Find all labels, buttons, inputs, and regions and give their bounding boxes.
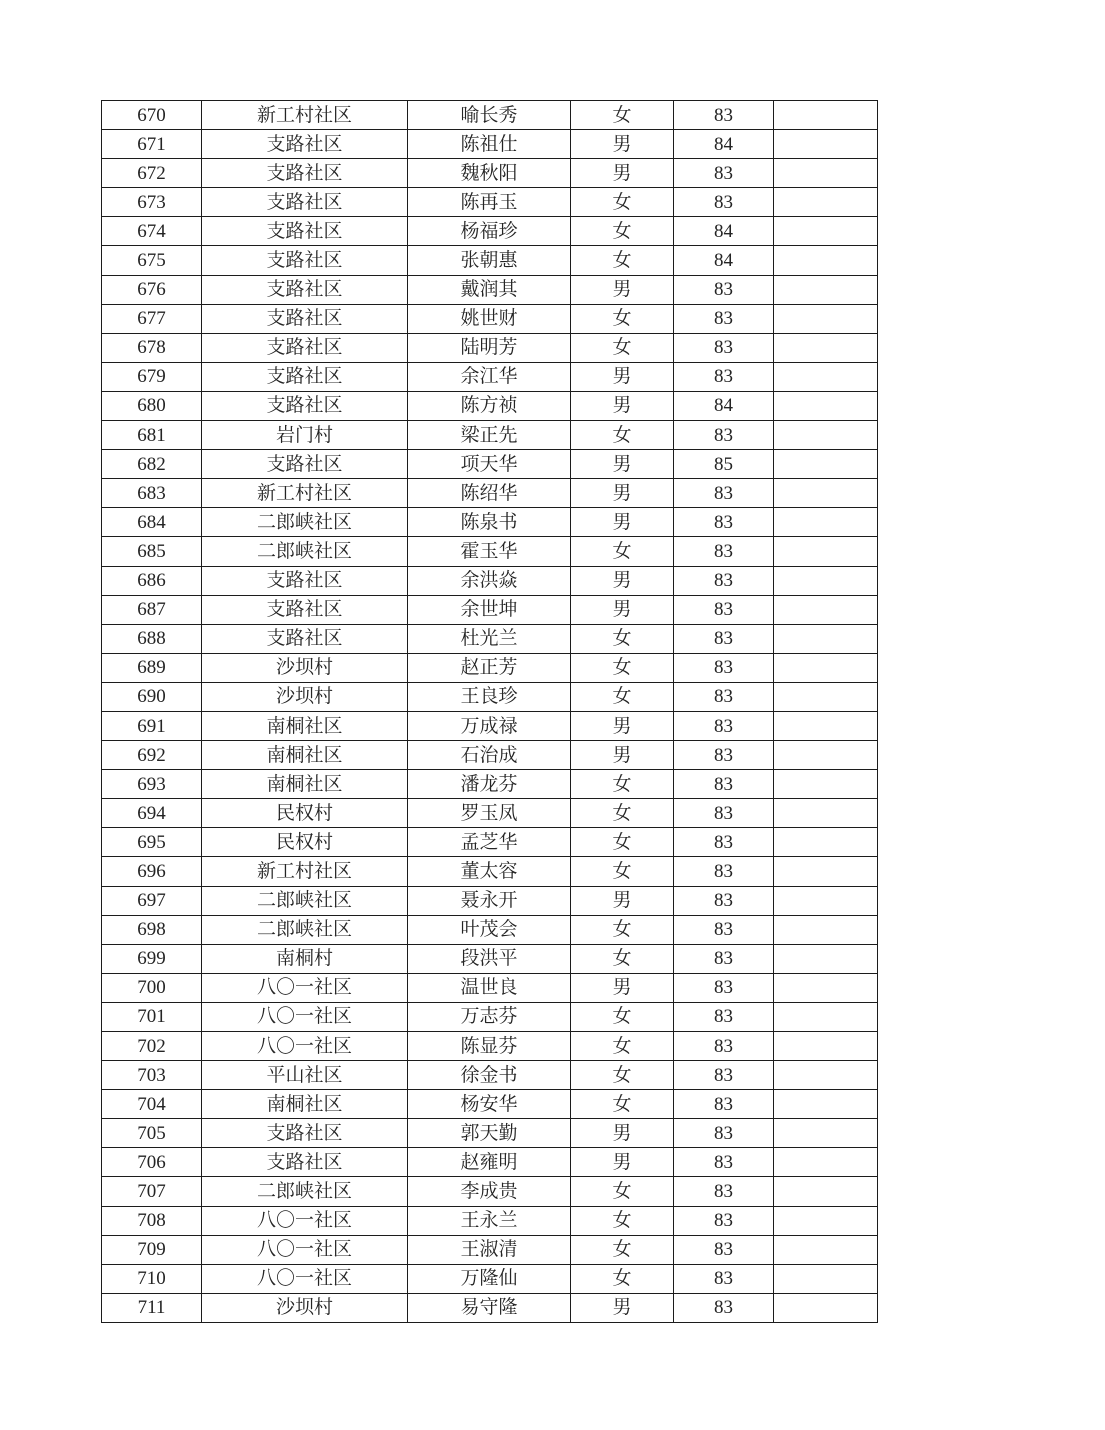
table-row [102,711,878,740]
cell-serial: 705 [102,1119,202,1148]
cell-age: 83 [674,1206,774,1235]
cell-gender: 男 [571,275,674,304]
cell-community: 新工村社区 [202,857,408,886]
cell-name: 余世坤 [408,595,571,624]
cell-community: 新工村社区 [202,101,408,130]
cell-serial: 678 [102,333,202,362]
cell-name: 万成禄 [408,711,571,740]
cell-serial: 699 [102,944,202,973]
table-row [102,944,878,973]
table-row [102,188,878,217]
cell-name: 项天华 [408,450,571,479]
cell-serial: 706 [102,1148,202,1177]
cell-name: 王淑清 [408,1235,571,1264]
cell-gender: 女 [571,1177,674,1206]
table-row [102,421,878,450]
cell-serial: 682 [102,450,202,479]
cell-community: 南桐社区 [202,1090,408,1119]
cell-serial: 703 [102,1061,202,1090]
cell-community: 支路社区 [202,566,408,595]
cell-serial: 684 [102,508,202,537]
cell-name: 杜光兰 [408,624,571,653]
cell-community: 支路社区 [202,275,408,304]
cell-serial: 708 [102,1206,202,1235]
cell-name: 陆明芳 [408,333,571,362]
cell-blank [774,188,878,217]
table-row [102,1293,878,1322]
cell-community: 支路社区 [202,246,408,275]
cell-blank [774,915,878,944]
cell-gender: 女 [571,304,674,333]
cell-blank [774,1206,878,1235]
cell-serial: 676 [102,275,202,304]
cell-name: 姚世财 [408,304,571,333]
cell-blank [774,217,878,246]
cell-serial: 709 [102,1235,202,1264]
cell-serial: 698 [102,915,202,944]
cell-age: 83 [674,421,774,450]
cell-name: 张朝惠 [408,246,571,275]
cell-name: 陈祖仕 [408,130,571,159]
cell-age: 83 [674,595,774,624]
cell-name: 王永兰 [408,1206,571,1235]
table-row [102,886,878,915]
cell-gender: 男 [571,391,674,420]
cell-community: 二郎峡社区 [202,508,408,537]
cell-community: 民权村 [202,799,408,828]
cell-age: 83 [674,682,774,711]
cell-serial: 670 [102,101,202,130]
cell-blank [774,944,878,973]
cell-age: 83 [674,799,774,828]
cell-community: 民权村 [202,828,408,857]
cell-blank [774,1032,878,1061]
table-row [102,1119,878,1148]
cell-blank [774,886,878,915]
table-row [102,1264,878,1293]
cell-community: 支路社区 [202,362,408,391]
cell-blank [774,566,878,595]
cell-age: 83 [674,101,774,130]
cell-community: 八〇一社区 [202,1206,408,1235]
cell-blank [774,362,878,391]
cell-age: 83 [674,1061,774,1090]
cell-gender: 男 [571,1293,674,1322]
cell-serial: 701 [102,1002,202,1031]
cell-gender: 女 [571,421,674,450]
cell-name: 李成贵 [408,1177,571,1206]
cell-name: 陈泉书 [408,508,571,537]
cell-age: 83 [674,1032,774,1061]
cell-community: 沙坝村 [202,682,408,711]
cell-gender: 女 [571,1235,674,1264]
cell-serial: 704 [102,1090,202,1119]
cell-gender: 女 [571,1002,674,1031]
cell-blank [774,275,878,304]
cell-name: 霍玉华 [408,537,571,566]
table-row [102,1061,878,1090]
cell-gender: 女 [571,101,674,130]
cell-blank [774,857,878,886]
cell-name: 聂永开 [408,886,571,915]
cell-serial: 679 [102,362,202,391]
table-row [102,1148,878,1177]
cell-community: 支路社区 [202,333,408,362]
cell-name: 赵正芳 [408,653,571,682]
cell-age: 84 [674,391,774,420]
cell-name: 喻长秀 [408,101,571,130]
cell-gender: 女 [571,944,674,973]
cell-community: 岩门村 [202,421,408,450]
table-row [102,450,878,479]
cell-age: 83 [674,159,774,188]
cell-age: 83 [674,886,774,915]
cell-blank [774,1264,878,1293]
table-row [102,479,878,508]
cell-serial: 674 [102,217,202,246]
cell-gender: 男 [571,595,674,624]
cell-blank [774,508,878,537]
cell-blank [774,391,878,420]
cell-serial: 694 [102,799,202,828]
cell-gender: 女 [571,537,674,566]
cell-community: 南桐村 [202,944,408,973]
cell-age: 83 [674,857,774,886]
cell-name: 余洪焱 [408,566,571,595]
cell-gender: 女 [571,1032,674,1061]
cell-blank [774,450,878,479]
cell-blank [774,799,878,828]
cell-serial: 692 [102,741,202,770]
cell-gender: 男 [571,362,674,391]
cell-age: 83 [674,1090,774,1119]
cell-community: 支路社区 [202,391,408,420]
cell-age: 83 [674,362,774,391]
table-row [102,537,878,566]
cell-age: 83 [674,828,774,857]
cell-blank [774,537,878,566]
table-row [102,566,878,595]
cell-serial: 688 [102,624,202,653]
cell-community: 支路社区 [202,595,408,624]
table-row [102,653,878,682]
cell-name: 徐金书 [408,1061,571,1090]
cell-serial: 695 [102,828,202,857]
cell-blank [774,973,878,1002]
cell-name: 罗玉凤 [408,799,571,828]
cell-community: 南桐社区 [202,741,408,770]
cell-gender: 女 [571,1061,674,1090]
cell-serial: 711 [102,1293,202,1322]
cell-serial: 690 [102,682,202,711]
cell-gender: 女 [571,770,674,799]
cell-age: 84 [674,130,774,159]
cell-age: 83 [674,973,774,1002]
cell-blank [774,1119,878,1148]
cell-community: 支路社区 [202,188,408,217]
cell-blank [774,246,878,275]
cell-community: 支路社区 [202,130,408,159]
table-row [102,1002,878,1031]
cell-age: 83 [674,1002,774,1031]
cell-age: 83 [674,1235,774,1264]
cell-serial: 686 [102,566,202,595]
cell-serial: 693 [102,770,202,799]
cell-blank [774,1235,878,1264]
cell-age: 83 [674,1148,774,1177]
resident-table-body [102,101,878,1323]
cell-blank [774,101,878,130]
cell-gender: 男 [571,741,674,770]
cell-gender: 女 [571,188,674,217]
cell-gender: 女 [571,682,674,711]
cell-blank [774,1002,878,1031]
cell-gender: 女 [571,1090,674,1119]
cell-name: 万隆仙 [408,1264,571,1293]
cell-name: 陈再玉 [408,188,571,217]
cell-community: 新工村社区 [202,479,408,508]
cell-name: 董太容 [408,857,571,886]
cell-age: 83 [674,479,774,508]
cell-blank [774,479,878,508]
cell-name: 王良珍 [408,682,571,711]
cell-serial: 683 [102,479,202,508]
table-row [102,246,878,275]
cell-blank [774,333,878,362]
cell-name: 万志芬 [408,1002,571,1031]
table-row [102,130,878,159]
cell-blank [774,1177,878,1206]
cell-serial: 672 [102,159,202,188]
cell-serial: 675 [102,246,202,275]
cell-blank [774,653,878,682]
cell-gender: 男 [571,159,674,188]
table-row [102,973,878,1002]
table-row [102,159,878,188]
cell-community: 支路社区 [202,159,408,188]
cell-community: 支路社区 [202,1148,408,1177]
cell-gender: 男 [571,1148,674,1177]
cell-age: 83 [674,1177,774,1206]
table-row [102,217,878,246]
cell-name: 陈显芬 [408,1032,571,1061]
cell-community: 沙坝村 [202,1293,408,1322]
cell-serial: 696 [102,857,202,886]
table-row [102,915,878,944]
cell-gender: 女 [571,828,674,857]
cell-name: 赵雍明 [408,1148,571,1177]
table-row [102,275,878,304]
cell-gender: 男 [571,566,674,595]
cell-serial: 680 [102,391,202,420]
cell-age: 83 [674,188,774,217]
cell-name: 易守隆 [408,1293,571,1322]
cell-name: 郭天勤 [408,1119,571,1148]
cell-blank [774,159,878,188]
cell-age: 83 [674,1264,774,1293]
cell-name: 叶茂会 [408,915,571,944]
cell-community: 沙坝村 [202,653,408,682]
cell-blank [774,741,878,770]
cell-name: 梁正先 [408,421,571,450]
cell-blank [774,711,878,740]
table-row [102,857,878,886]
cell-serial: 687 [102,595,202,624]
table-row [102,304,878,333]
cell-blank [774,1090,878,1119]
cell-serial: 700 [102,973,202,1002]
cell-community: 八〇一社区 [202,1235,408,1264]
cell-community: 八〇一社区 [202,1032,408,1061]
cell-community: 南桐社区 [202,770,408,799]
cell-age: 83 [674,770,774,799]
cell-gender: 男 [571,886,674,915]
table-row [102,595,878,624]
cell-age: 83 [674,304,774,333]
cell-name: 潘龙芬 [408,770,571,799]
cell-community: 支路社区 [202,217,408,246]
table-row [102,508,878,537]
cell-blank [774,770,878,799]
cell-age: 83 [674,275,774,304]
table-row [102,770,878,799]
cell-name: 魏秋阳 [408,159,571,188]
cell-serial: 673 [102,188,202,217]
cell-serial: 689 [102,653,202,682]
cell-age: 84 [674,217,774,246]
table-row [102,624,878,653]
cell-name: 戴润其 [408,275,571,304]
cell-serial: 685 [102,537,202,566]
cell-age: 83 [674,1119,774,1148]
table-row [102,828,878,857]
cell-gender: 女 [571,1264,674,1293]
cell-serial: 702 [102,1032,202,1061]
cell-blank [774,421,878,450]
cell-gender: 女 [571,624,674,653]
cell-name: 余江华 [408,362,571,391]
cell-blank [774,130,878,159]
table-row [102,1235,878,1264]
cell-gender: 女 [571,1206,674,1235]
cell-blank [774,1061,878,1090]
cell-gender: 女 [571,857,674,886]
cell-serial: 671 [102,130,202,159]
cell-gender: 女 [571,799,674,828]
cell-age: 83 [674,741,774,770]
table-row [102,741,878,770]
cell-gender: 男 [571,1119,674,1148]
cell-name: 温世良 [408,973,571,1002]
cell-serial: 681 [102,421,202,450]
cell-community: 支路社区 [202,304,408,333]
cell-community: 二郎峡社区 [202,886,408,915]
cell-name: 杨安华 [408,1090,571,1119]
cell-community: 平山社区 [202,1061,408,1090]
cell-gender: 女 [571,333,674,362]
table-row [102,1177,878,1206]
cell-name: 杨福珍 [408,217,571,246]
table-row [102,101,878,130]
cell-age: 83 [674,944,774,973]
cell-serial: 707 [102,1177,202,1206]
cell-age: 83 [674,915,774,944]
cell-serial: 710 [102,1264,202,1293]
cell-blank [774,304,878,333]
cell-serial: 677 [102,304,202,333]
cell-gender: 男 [571,450,674,479]
cell-community: 支路社区 [202,1119,408,1148]
table-row [102,1206,878,1235]
cell-gender: 男 [571,130,674,159]
cell-blank [774,624,878,653]
cell-community: 八〇一社区 [202,1002,408,1031]
table-row [102,1032,878,1061]
cell-community: 南桐社区 [202,711,408,740]
cell-age: 83 [674,333,774,362]
cell-community: 八〇一社区 [202,973,408,1002]
cell-blank [774,682,878,711]
cell-gender: 女 [571,246,674,275]
cell-age: 84 [674,246,774,275]
cell-blank [774,1293,878,1322]
cell-name: 孟芝华 [408,828,571,857]
cell-gender: 女 [571,915,674,944]
cell-name: 石治成 [408,741,571,770]
cell-gender: 女 [571,217,674,246]
cell-community: 二郎峡社区 [202,537,408,566]
table-row [102,682,878,711]
cell-blank [774,1148,878,1177]
cell-blank [774,828,878,857]
cell-community: 八〇一社区 [202,1264,408,1293]
cell-gender: 男 [571,973,674,1002]
cell-gender: 男 [571,711,674,740]
table-row [102,799,878,828]
resident-table [101,100,878,1323]
cell-serial: 697 [102,886,202,915]
cell-gender: 女 [571,653,674,682]
cell-name: 段洪平 [408,944,571,973]
cell-age: 83 [674,624,774,653]
cell-blank [774,595,878,624]
table-row [102,391,878,420]
cell-community: 二郎峡社区 [202,1177,408,1206]
cell-name: 陈绍华 [408,479,571,508]
cell-name: 陈方祯 [408,391,571,420]
cell-age: 83 [674,566,774,595]
cell-age: 83 [674,508,774,537]
cell-serial: 691 [102,711,202,740]
table-row [102,1090,878,1119]
cell-age: 83 [674,1293,774,1322]
cell-community: 支路社区 [202,624,408,653]
cell-age: 83 [674,653,774,682]
cell-community: 支路社区 [202,450,408,479]
cell-age: 83 [674,537,774,566]
cell-gender: 男 [571,508,674,537]
cell-community: 二郎峡社区 [202,915,408,944]
cell-age: 83 [674,711,774,740]
cell-gender: 男 [571,479,674,508]
table-row [102,333,878,362]
cell-age: 85 [674,450,774,479]
table-row [102,362,878,391]
